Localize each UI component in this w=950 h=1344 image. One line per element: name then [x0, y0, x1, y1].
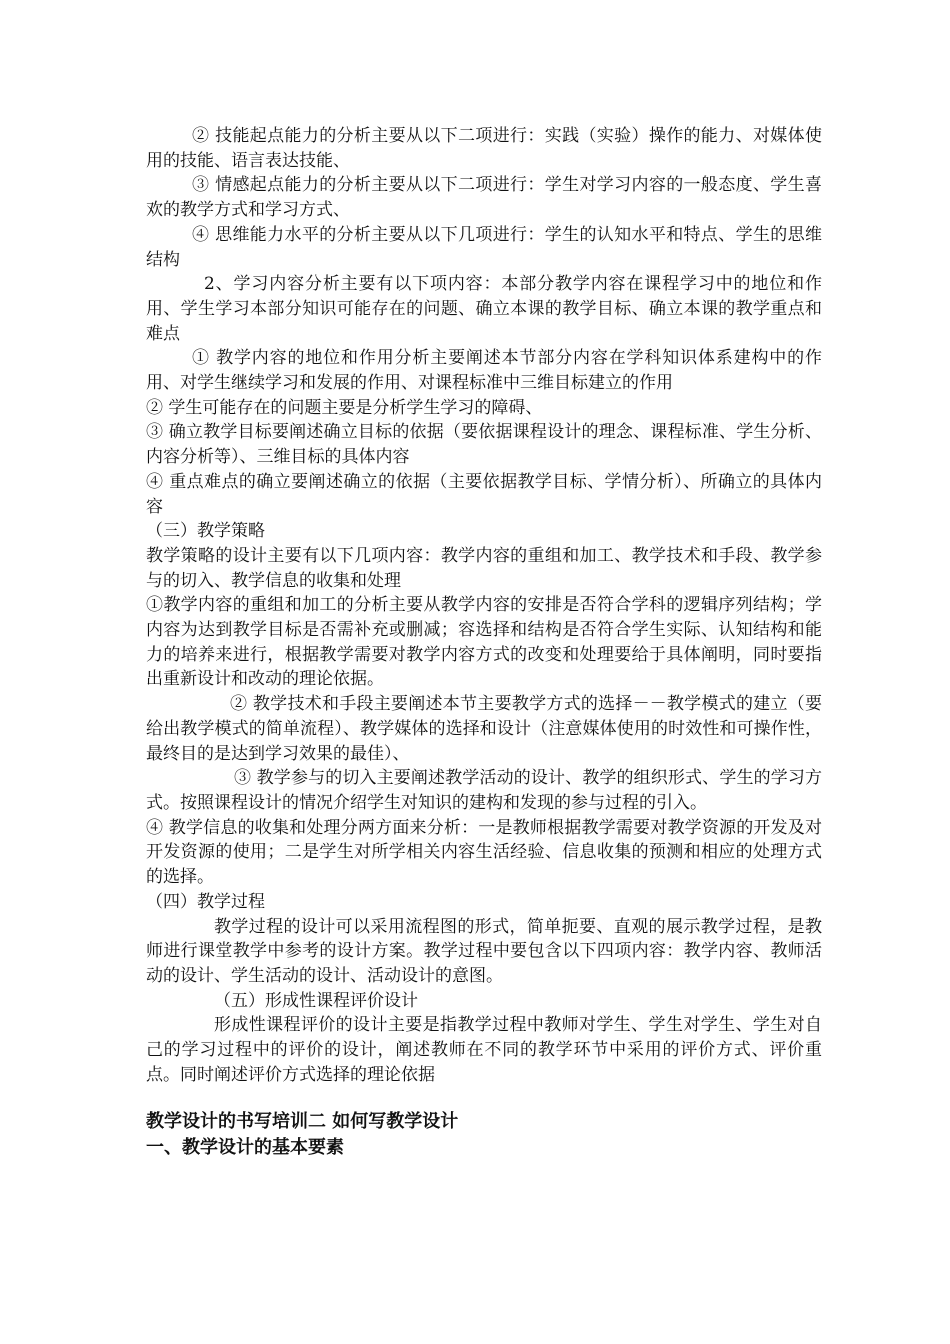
paragraph-key-points: ④ 重点难点的确立要阐述确立的依据（主要依据教学目标、学情分析）、所确立的具体内容: [146, 471, 822, 517]
paragraph-content-analysis: 2、学习内容分析主要有以下项内容：本部分教学内容在课程学习中的地位和作用、学生学习本部分知识可能存在的问题、确立本课的教学目标、确立本课的教学重点和难点: [146, 274, 822, 344]
heading-basic-elements: 一、教学设计的基本要素: [146, 1137, 344, 1159]
section-spacer: [146, 1087, 822, 1109]
paragraph-teaching-goals: ③ 确立教学目标要阐述确立目标的依据（要依据课程设计的理念、课程标准、学生分析、内容分析等）、三维目标的具体内容: [146, 422, 822, 468]
paragraph-content-reorganization: ①教学内容的重组和加工的分析主要从教学内容的安排是否符合学科的逻辑序列结构；学内容为达到教学目标是否需补充或删减；容选择和结构是否符合学生实际、认知结构和能力的培养来进行，根据教学需要对教学内容方式的改变和处理要给于具体阐明，同时要指出重新设计和改动的理论依据。: [146, 595, 822, 690]
paragraph-formative-evaluation: 形成性课程评价的设计主要是指教学过程中教师对学生、学生对学生、学生对自己的学习过程中的评价的设计，阐述教师在不同的教学环节中采用的评价方式、评价重点。同时阐述评价方式选择的理论依据: [146, 1015, 822, 1085]
paragraph-emotion-analysis: ③ 情感起点能力的分析主要从以下二项进行：学生对学习内容的一般态度、学生喜欢的教学方式和学习方式、: [146, 175, 822, 221]
paragraph-strategy-intro: 教学策略的设计主要有以下几项内容：教学内容的重组和加工、教学技术和手段、教学参与的切入、教学信息的收集和处理: [146, 545, 822, 591]
paragraph-skill-analysis: ② 技能起点能力的分析主要从以下二项进行：实践（实验）操作的能力、对媒体使用的技能、语言表达技能、: [146, 126, 822, 171]
document-page: [146, 124, 822, 1161]
paragraph-student-problems: ② 学生可能存在的问题主要是分析学生学习的障碍、: [146, 397, 543, 418]
paragraph-teaching-process: 教学过程的设计可以采用流程图的形式，简单扼要、直观的展示教学过程，是教师进行课堂教学中参考的设计方案。教学过程中要包含以下四项内容：教学内容、教师活动的设计、学生活动的设计、活动设计的意图。: [146, 916, 822, 986]
paragraph-information-processing: ④ 教学信息的收集和处理分两方面来分析：一是教师根据教学需要对教学资源的开发及对开发资源的使用；二是学生对所学相关内容生活经验、信息收集的预测和相应的处理方式的选择。: [146, 817, 822, 888]
section-teaching-process: （四）教学过程: [146, 891, 265, 912]
paragraph-thinking-analysis: ④ 思维能力水平的分析主要从以下几项进行：学生的认知水平和特点、学生的思维结构: [146, 224, 822, 270]
paragraph-teaching-participation: ③ 教学参与的切入主要阐述教学活动的设计、教学的组织形式、学生的学习方式。按照课程设计的情况介绍学生对知识的建构和发现的参与过程的引入。: [146, 768, 822, 813]
heading-training-two: 教学设计的书写培训二 如何写教学设计: [146, 1111, 459, 1133]
paragraph-content-position: ① 教学内容的地位和作用分析主要阐述本节部分内容在学科知识体系建构中的作用、对学生继续学习和发展的作用、对课程标准中三维目标建立的作用: [146, 348, 822, 394]
section-teaching-strategy: （三）教学策略: [146, 521, 265, 542]
section-formative-evaluation: （五）形成性课程评价设计: [214, 990, 418, 1011]
paragraph-teaching-technology: ② 教学技术和手段主要阐述本节主要教学方式的选择－－教学模式的建立（要给出教学模式的简单流程）、教学媒体的选择和设计（注意媒体使用的时效性和可操作性，最终目的是达到学习效果的最佳）、: [146, 694, 822, 764]
